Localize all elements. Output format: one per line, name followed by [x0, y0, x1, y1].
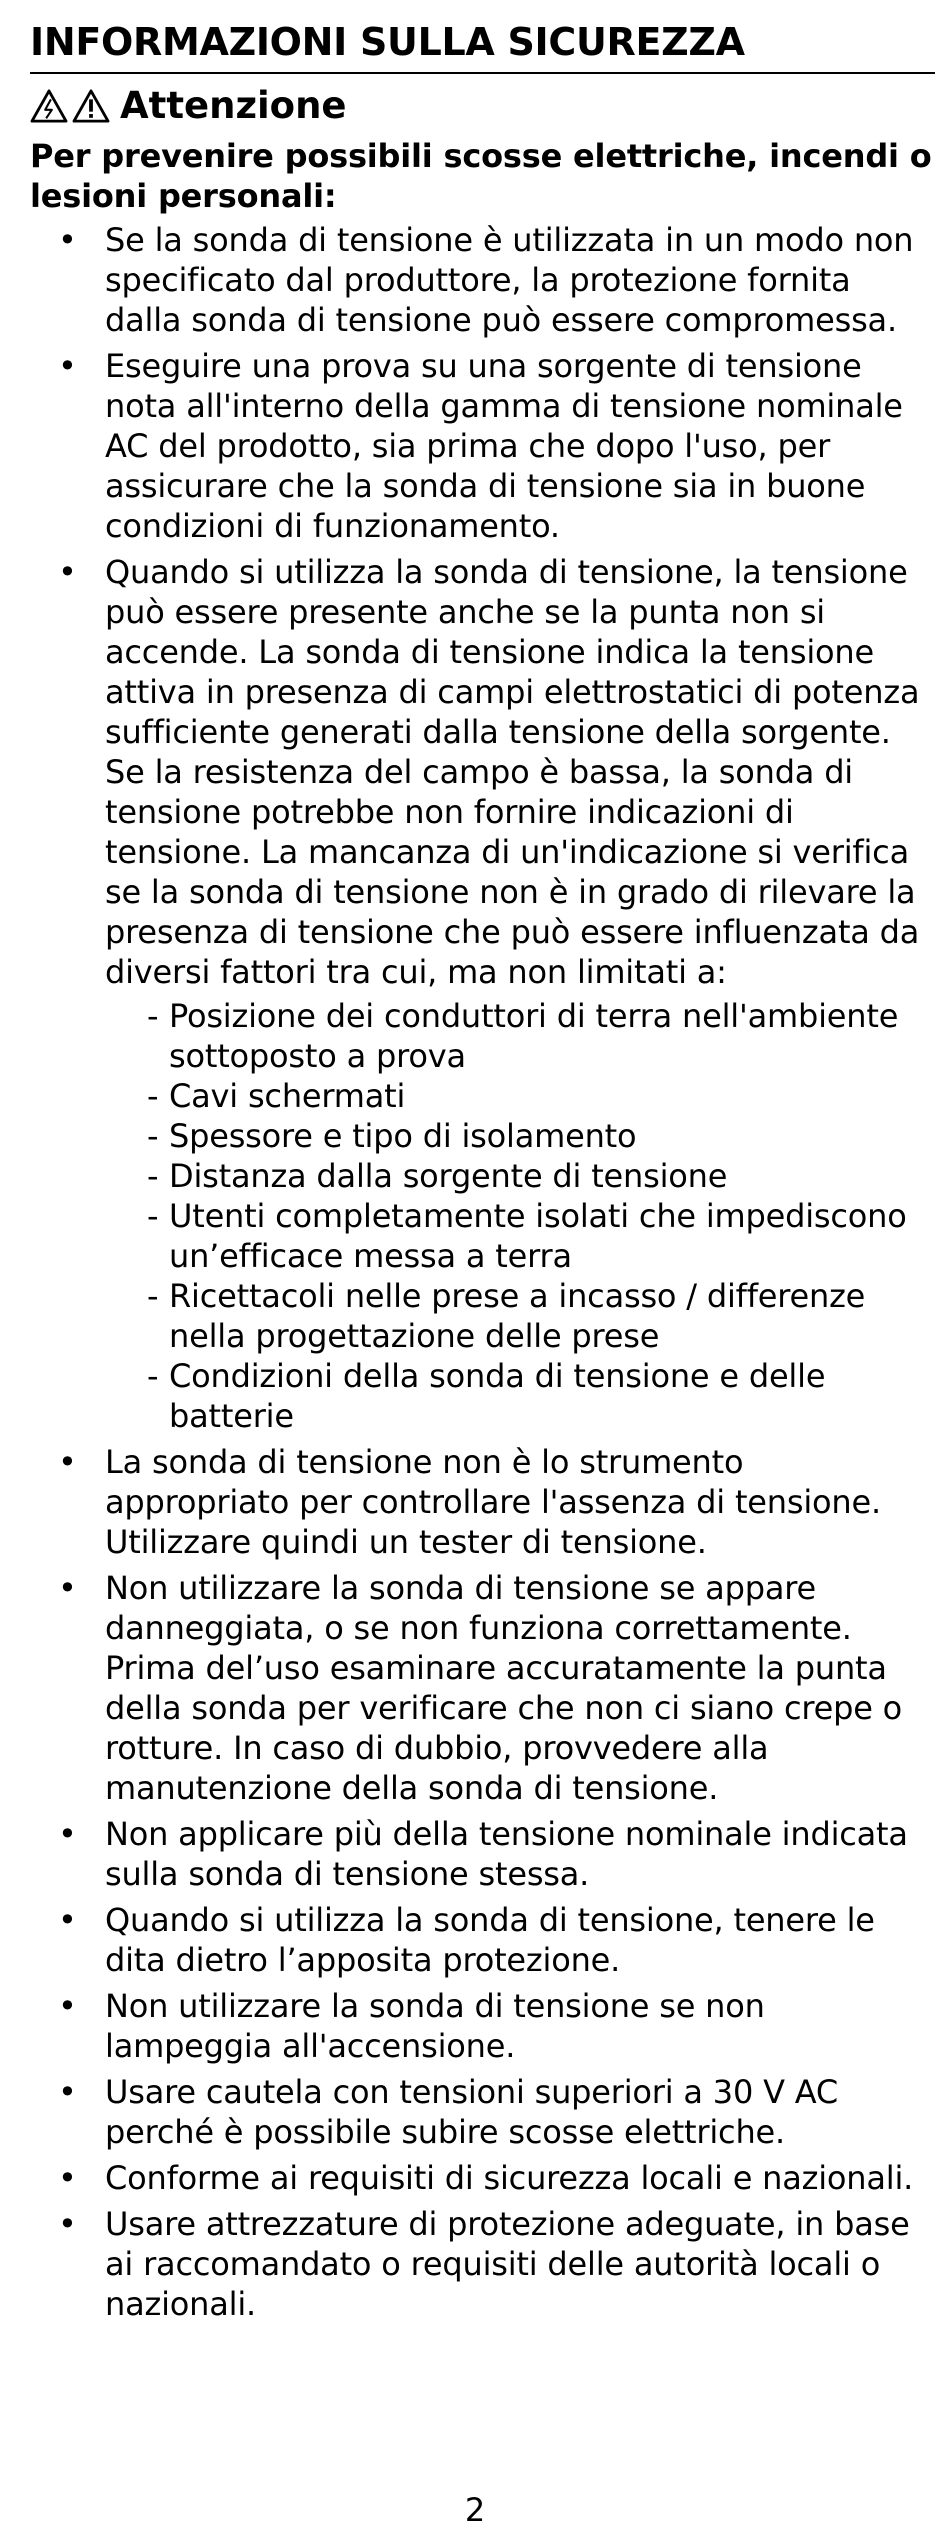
section-title: INFORMAZIONI SULLA SICUREZZA [30, 20, 935, 74]
bullet-dot: • [58, 1814, 77, 1853]
warning-heading [30, 84, 935, 128]
bullet-text: Quando si utilizza la sonda di tensione, la tensione può essere presente anche se la punta non si accende. La sonda di tensione indica la tensione attiva in presenza di campi elettrostatici di potenza sufficiente generati dalla tensione della sorgente. Se la resistenza del campo è bassa, la sonda di tensione potrebbe non fornire indicazioni di tensione. La mancanza di un'indicazione si verifica se la sonda di tensione non è in grado di rilevare la presenza di tensione che può essere influenzata da diversi fattori tra cui, ma non limitati a: [105, 552, 920, 991]
dash-marker: - [147, 1076, 159, 1115]
factor-subitem [147, 1276, 935, 1356]
safety-bullet-item [30, 1814, 935, 1894]
factor-text: Utenti completamente isolati che impediscono un’efficace messa a terra [169, 1196, 907, 1275]
factor-sublist [105, 996, 935, 1436]
dash-marker: - [147, 1276, 159, 1315]
safety-bullet-item [30, 2072, 935, 2152]
bullet-dot: • [58, 220, 77, 259]
safety-bullet-item [30, 346, 935, 546]
bullet-dot: • [58, 552, 77, 591]
general-warning-icon [72, 89, 110, 123]
safety-bullet-item [30, 220, 935, 340]
safety-bullet-item [30, 1986, 935, 2066]
bullet-text: Eseguire una prova su una sorgente di tensione nota all'interno della gamma di tensione nominale AC del prodotto, sia prima che dopo l'uso, per assicurare che la sonda di tensione sia in buone condizioni di funzionamento. [105, 346, 903, 545]
page-number: 2 [464, 2491, 486, 2529]
safety-bullet-item [30, 1568, 935, 1808]
factor-text: Ricettacoli nelle prese a incasso / differenze nella progettazione delle prese [169, 1276, 866, 1355]
bullet-text: Non utilizzare la sonda di tensione se appare danneggiata, o se non funziona correttamente. Prima del’uso esaminare accuratamente la punta della sonda per verificare che non ci siano crepe o rotture. In caso di dubbio, provvedere alla manutenzione della sonda di tensione. [105, 1568, 903, 1807]
factor-subitem [147, 1196, 935, 1276]
bullet-dot: • [58, 1442, 77, 1481]
factor-text: Posizione dei conduttori di terra nell'ambiente sottoposto a prova [169, 996, 899, 1075]
factor-subitem [147, 1356, 935, 1436]
dash-marker: - [147, 1196, 159, 1235]
bullet-text: Quando si utilizza la sonda di tensione, tenere le dita dietro l’apposita protezione. [105, 1900, 875, 1979]
factor-text: Cavi schermati [169, 1076, 406, 1115]
bullet-text: La sonda di tensione non è lo strumento appropriato per controllare l'assenza di tensione. Utilizzare quindi un tester di tensione. [105, 1442, 881, 1561]
bullet-text: Non applicare più della tensione nominale indicata sulla sonda di tensione stessa. [105, 1814, 908, 1893]
bullet-dot: • [58, 2072, 77, 2111]
warning-intro: Per prevenire possibili scosse elettriche, incendi o lesioni personali: [30, 136, 932, 215]
bullet-dot: • [58, 2158, 77, 2197]
bullet-dot: • [58, 1986, 77, 2025]
safety-bullet-item [30, 1442, 935, 1562]
bullet-dot: • [58, 1568, 77, 1607]
dash-marker: - [147, 1156, 159, 1195]
safety-bullet-item [30, 552, 935, 1436]
safety-bullet-item [30, 1900, 935, 1980]
safety-bullet-list [30, 220, 935, 2324]
factor-subitem [147, 996, 935, 1076]
bullet-text: Usare cautela con tensioni superiori a 30 V AC perché è possibile subire scosse elettriche. [105, 2072, 839, 2151]
bullet-text: Usare attrezzature di protezione adeguate, in base ai raccomandato o requisiti delle autorità locali o nazionali. [105, 2204, 910, 2323]
safety-bullet-item [30, 2204, 935, 2324]
bullet-text: Non utilizzare la sonda di tensione se non lampeggia all'accensione. [105, 1986, 765, 2065]
bullet-text: Se la sonda di tensione è utilizzata in un modo non specificato dal produttore, la protezione fornita dalla sonda di tensione può essere compromessa. [105, 220, 914, 339]
bullet-text: Conforme ai requisiti di sicurezza locali e nazionali. [105, 2158, 914, 2197]
factor-subitem [147, 1156, 935, 1196]
factor-text: Condizioni della sonda di tensione e delle batterie [169, 1356, 826, 1435]
dash-marker: - [147, 1116, 159, 1155]
safety-bullet-item [30, 2158, 935, 2198]
factor-subitem [147, 1076, 935, 1116]
factor-text: Distanza dalla sorgente di tensione [169, 1156, 728, 1195]
bullet-dot: • [58, 2204, 77, 2243]
document-page [30, 20, 935, 2330]
warning-icons [30, 89, 110, 123]
electric-hazard-warning-icon [30, 89, 68, 123]
dash-marker: - [147, 1356, 159, 1395]
factor-subitem [147, 1116, 935, 1156]
bullet-dot: • [58, 346, 77, 385]
factor-text: Spessore e tipo di isolamento [169, 1116, 637, 1155]
warning-title: Attenzione [120, 83, 347, 127]
dash-marker: - [147, 996, 159, 1035]
bullet-dot: • [58, 1900, 77, 1939]
